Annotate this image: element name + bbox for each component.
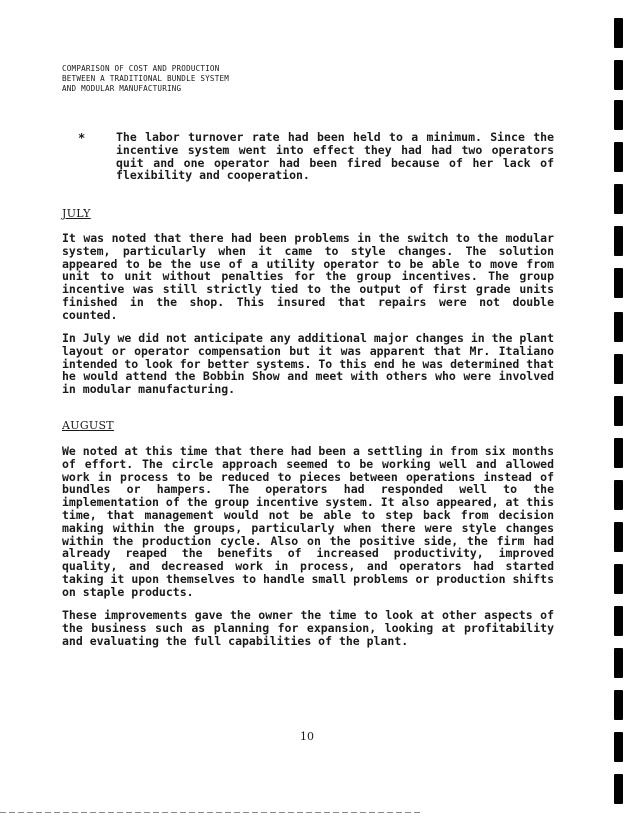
paragraph-august-2: These improvements gave the owner the time to look at other aspects of the business such as planning for expansion, looking at profitability and evaluating the full capabilities of the plant. (62, 608, 554, 648)
header-line: AND MODULAR MANUFACTURING (62, 84, 182, 93)
edge-mark (614, 522, 623, 552)
edge-mark (614, 184, 623, 214)
bullet-paragraph: The labor turnover rate had been held to a minimum. Since the incentive system went into effect they had had two operators quit and one operator had been fired because of her lack of flexibility and cooperation. (116, 130, 554, 183)
edge-mark (614, 732, 623, 762)
header-line: COMPARISON OF COST AND PRODUCTION (62, 64, 220, 73)
section-heading-august: AUGUST (62, 419, 114, 432)
edge-mark (614, 480, 623, 510)
paragraph-july-2: In July we did not anticipate any additional major changes in the plant layout or operator compensation but it was apparent that Mr. Italiano intended to look for better systems. To this end he was determined that he would attend the Bobbin Show and meet with others who were involved in modular manufacturing. (62, 331, 554, 397)
edge-mark (614, 564, 623, 594)
section-heading-july: JULY (62, 207, 91, 220)
edge-mark (614, 606, 623, 636)
edge-mark (614, 354, 623, 384)
header-line: BETWEEN A TRADITIONAL BUNDLE SYSTEM (62, 74, 230, 83)
scan-edge-marks (614, 0, 626, 822)
edge-mark (614, 18, 623, 48)
edge-mark (614, 774, 623, 804)
edge-mark (614, 100, 623, 130)
edge-mark (614, 268, 623, 298)
edge-mark (614, 60, 623, 90)
page-number: 10 (300, 730, 314, 743)
edge-mark (614, 312, 623, 342)
edge-mark (614, 438, 623, 468)
edge-mark (614, 226, 623, 256)
edge-mark (614, 690, 623, 720)
edge-mark (614, 142, 623, 172)
scan-bottom-edge (0, 812, 420, 813)
paragraph-august-1: We noted at this time that there had been a settling in from six months of effort. The circle approach seemed to be working well and allowed work in process to be reduced to pieces between operations instead of bundles or hampers. The operators had responded well to the implementation of the group incentive system. It also appeared, at this time, that management would not be able to step back from decision making within the groups, particularly when there were style changes within the production cycle. Also on the positive side, the firm had already reaped the benefits of increased productivity, improved quality, and decreased work in process, and operators had started taking it upon themselves to handle small problems or production shifts on staple products. (62, 444, 554, 599)
document-header (62, 64, 229, 94)
edge-mark (614, 648, 623, 678)
bullet-marker: * (78, 131, 86, 145)
paragraph-july-1: It was noted that there had been problems in the switch to the modular system, particularly when it came to style changes. The solution appeared to be the use of a utility operator to be able to move from unit to unit without penalties for the group incentives. The group incentive was still strictly tied to the output of first grade units finished in the shop. This insured that repairs were not double counted. (62, 231, 554, 322)
edge-mark (614, 396, 623, 426)
